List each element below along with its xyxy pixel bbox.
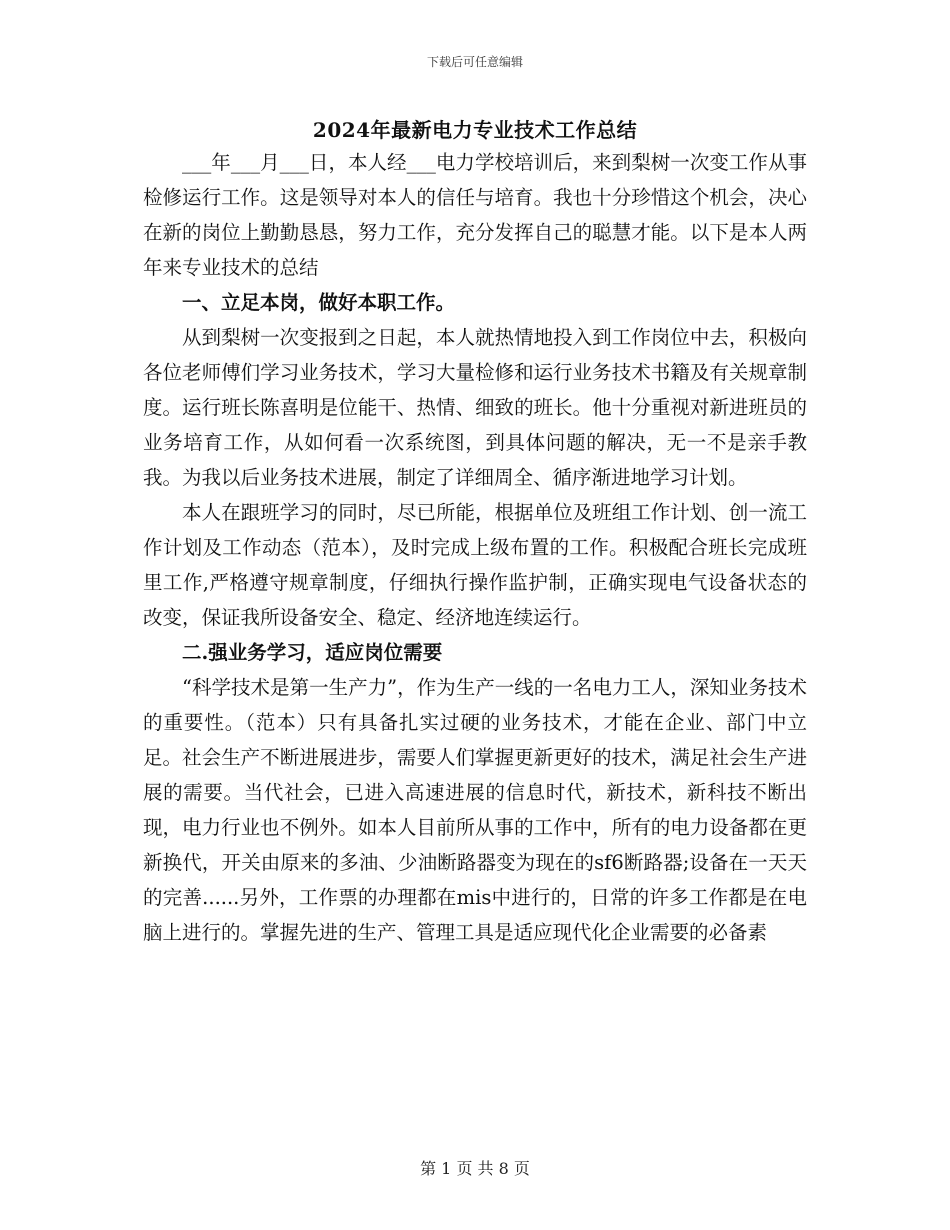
page-footer: 第 1 页 共 8 页 — [420, 1159, 530, 1178]
paragraph-section1-a: 从到梨树一次变报到之日起，本人就热情地投入到工作岗位中去，积极向各位老师傅们学习业务技术，学习大量检修和运行业务技术书籍及有关规章制度。运行班长陈喜明是位能干、热情、细致的班长。他十分重视对新进班员的业务培育工作，从如何看一次系统图，到具体问题的解决，无一不是亲手教我。为我以后业务技术进展，制定了详细周全、循序渐进地学习计划。 — [143, 326, 807, 489]
document-body — [143, 145, 807, 950]
paragraph-section1-b: 本人在跟班学习的同时，尽已所能，根据单位及班组工作计划、创一流工作计划及工作动态（范本），及时完成上级布置的工作。积极配合班长完成班里工作,严格遵守规章制度，仔细执行操作监护制，正确实现电气设备状态的改变，保证我所设备安全、稳定、经济地连续运行。 — [143, 501, 807, 629]
section-heading-1: 一、立足本岗，做好本职工作。 — [182, 291, 456, 314]
document-title: 2024年最新电力专业技术工作总结 — [312, 118, 638, 142]
header-note: 下载后可任意编辑 — [426, 55, 523, 69]
section-heading-2: 二.强业务学习，适应岗位需要 — [182, 641, 443, 664]
paragraph-section2-a: “科学技术是第一生产力”，作为生产一线的一名电力工人，深知业务技术的重要性。（范本）只有具备扎实过硬的业务技术，才能在企业、部门中立足。社会生产不断进展进步，需要人们掌握更新更好的技术，满足社会生产进展的需要。当代社会，已进入高速进展的信息时代，新技术，新科技不断出现，电力行业也不例外。如本人目前所从事的工作中，所有的电力设备都在更新换代，开关由原来的多油、少油断路器变为现在的sf6断路器;设备在一天天的完善......另外，工作票的办理都在mis中进行的，日常的许多工作都是在电脑上进行的。掌握先进的生产、管理工具是适应现代化企业需要的必备素 — [143, 676, 807, 944]
paragraph-intro: ___年___月___日，本人经___电力学校培训后，来到梨树一次变工作从事检修运行工作。这是领导对本人的信任与培育。我也十分珍惜这个机会，决心在新的岗位上勤勤恳恳，努力工作，充分发挥自己的聪慧才能。以下是本人两年来专业技术的总结 — [143, 151, 807, 279]
